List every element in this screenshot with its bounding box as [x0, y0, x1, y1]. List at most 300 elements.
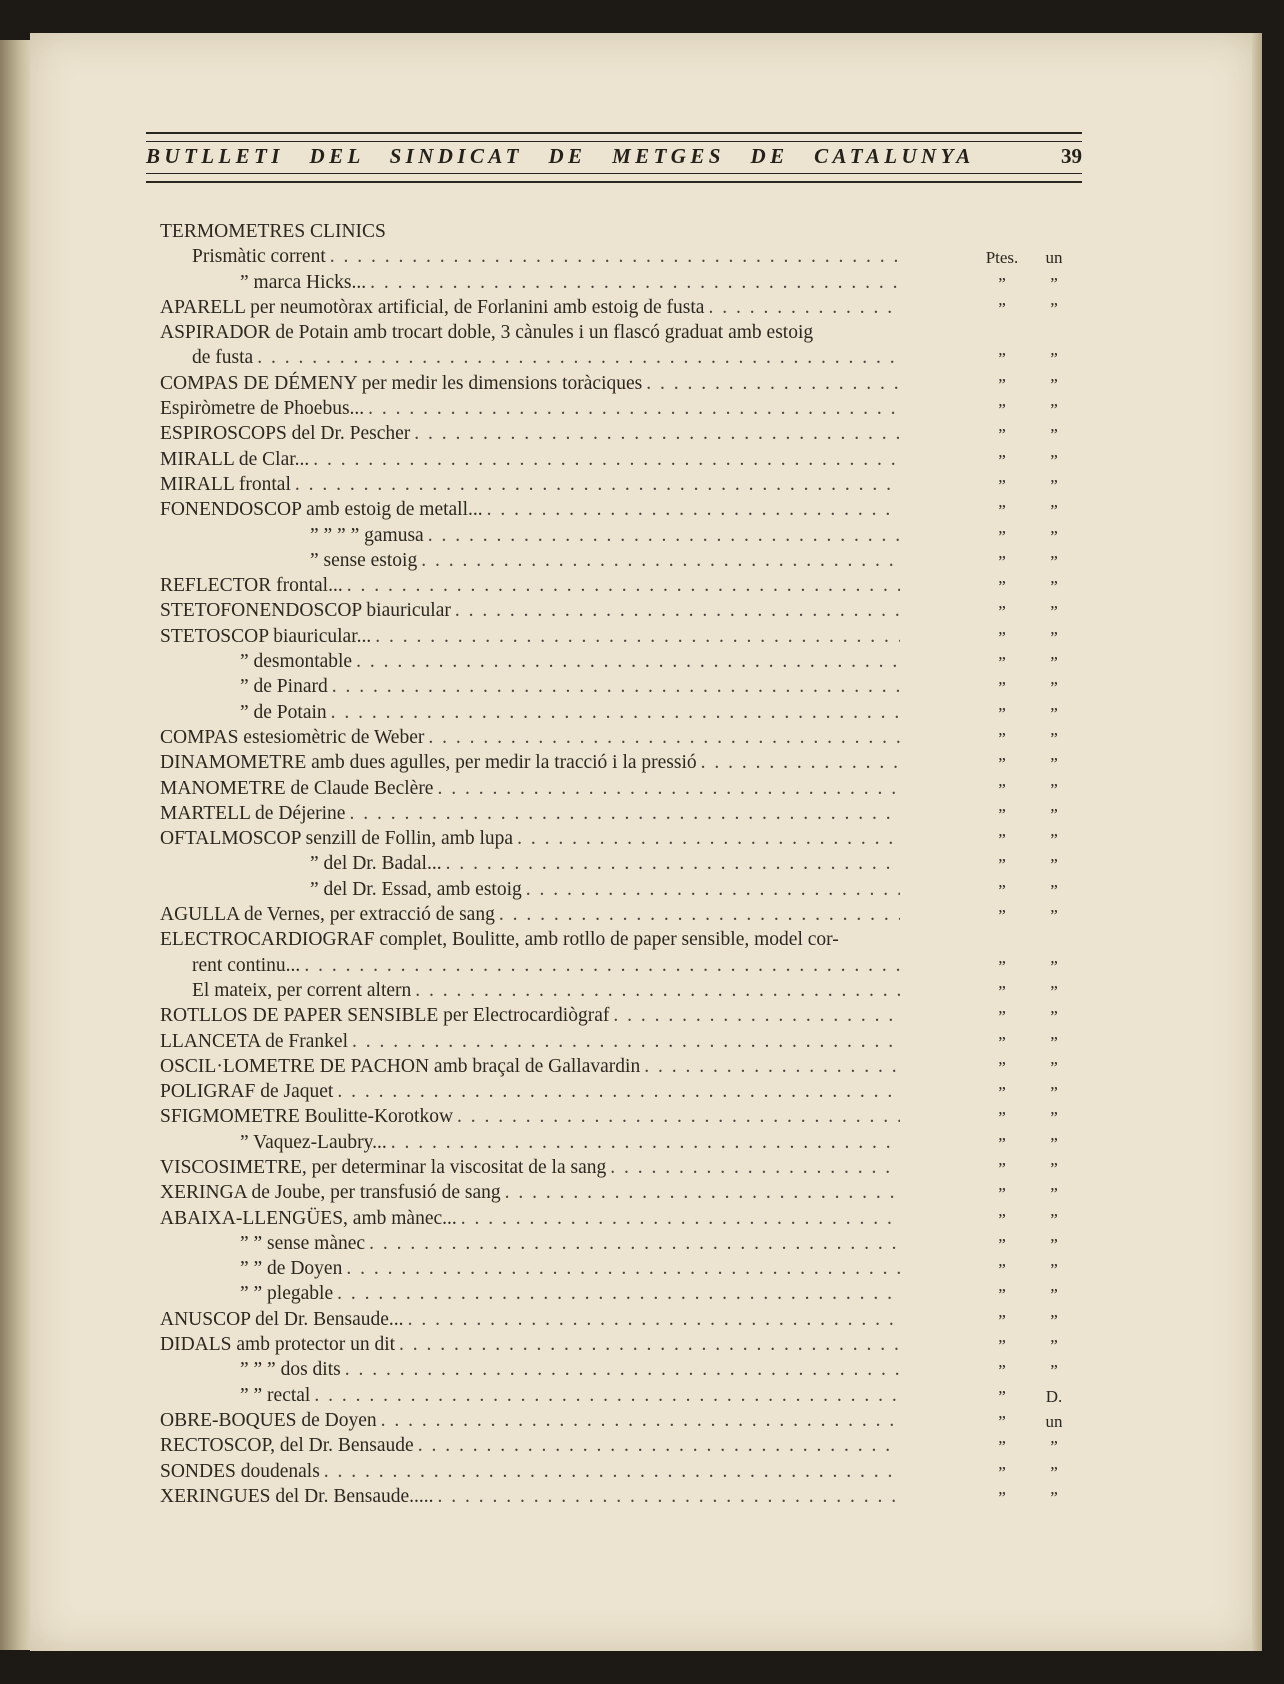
currency-cell: ”: [998, 551, 1006, 571]
price-columns: [904, 1235, 1080, 1255]
item-description: COMPAS estesiomètric de Weber: [160, 726, 425, 748]
price-columns: [904, 1463, 1080, 1483]
leader-dots: [369, 1233, 900, 1255]
item-description: REFLECTOR frontal...: [160, 575, 343, 597]
price-columns: [904, 527, 1080, 547]
leader-dots: [421, 550, 900, 572]
price-columns: [904, 1210, 1080, 1230]
unit-cell: ”: [1050, 728, 1058, 748]
price-columns: [904, 501, 1080, 521]
unit-cell: ”: [1050, 855, 1058, 875]
list-item: [160, 1483, 1080, 1508]
list-item: [160, 243, 1080, 268]
list-item: [160, 622, 1080, 647]
leader-dots: [304, 955, 900, 977]
unit-cell: ”: [1050, 754, 1058, 774]
unit-cell: ”: [1050, 425, 1058, 445]
list-item: [160, 395, 1080, 420]
unit-cell: ”: [1050, 526, 1058, 546]
price-columns: [904, 1184, 1080, 1204]
item-description: ” ” sense mànec: [240, 1232, 366, 1254]
item-description: RECTOSCOP, del Dr. Bensaude: [160, 1435, 414, 1457]
unit-cell: D.: [1045, 1386, 1063, 1406]
list-item: [160, 294, 1080, 319]
list-item: [160, 319, 1080, 344]
currency-cell: ”: [998, 1209, 1006, 1229]
leader-dots: [375, 626, 900, 648]
currency-cell: ”: [998, 653, 1006, 673]
currency-cell: ”: [998, 1133, 1006, 1153]
price-columns: [904, 451, 1080, 471]
leader-dots: [324, 1461, 900, 1483]
item-description: ” del Dr. Badal...: [310, 853, 442, 875]
currency-cell: ”: [998, 1007, 1006, 1027]
price-columns: [904, 1488, 1080, 1508]
price-columns: [904, 1311, 1080, 1331]
leader-dots: [332, 676, 900, 698]
unit-cell: ”: [1050, 273, 1058, 293]
currency-cell: ”: [998, 956, 1006, 976]
leader-dots: [314, 1385, 900, 1407]
item-description: ” ” ” dos dits: [240, 1359, 341, 1381]
currency-cell: ”: [998, 981, 1006, 1001]
currency-cell: ”: [998, 1234, 1006, 1254]
currency-cell: ”: [998, 1462, 1006, 1482]
price-columns: [904, 299, 1080, 319]
price-columns: [904, 425, 1080, 445]
price-columns: [904, 1437, 1080, 1457]
unit-cell: ”: [1050, 1336, 1058, 1356]
item-description: ABAIXA-LLENGÜES, amb mànec...: [160, 1207, 457, 1229]
item-description: ROTLLOS DE PAPER SENSIBLE per Electrocardiògraf: [160, 1005, 610, 1027]
list-item: [160, 344, 1080, 369]
list-item: [160, 1407, 1080, 1432]
price-columns: [904, 1007, 1080, 1027]
price-columns: [904, 1033, 1080, 1053]
list-item: [160, 1128, 1080, 1153]
list-item: [160, 420, 1080, 445]
currency-cell: ”: [998, 349, 1006, 369]
leader-dots: [613, 1005, 900, 1027]
header-rule-bottom: [146, 173, 1082, 183]
leader-dots: [337, 1081, 900, 1103]
header-row: [146, 142, 1082, 173]
price-columns: [904, 274, 1080, 294]
currency-cell: ”: [998, 1361, 1006, 1381]
price-listing: [160, 213, 1080, 1508]
item-description: AGULLA de Vernes, per extracció de sang: [160, 904, 495, 926]
list-item: [160, 648, 1080, 673]
currency-cell: ”: [998, 1260, 1006, 1280]
leader-dots: [646, 373, 900, 395]
item-description: ELECTROCARDIOGRAF complet, Boulitte, amb rotllo de paper sensible, model cor-: [160, 929, 839, 951]
unit-cell: ”: [1050, 1487, 1058, 1507]
price-columns: [904, 1134, 1080, 1154]
currency-cell: ”: [998, 804, 1006, 824]
item-description: FONENDOSCOP amb estoig de metall...: [160, 499, 483, 521]
currency-cell: Ptes.: [985, 248, 1019, 268]
list-item: [160, 1078, 1080, 1103]
list-item: [160, 445, 1080, 470]
price-columns: [904, 780, 1080, 800]
currency-cell: ”: [998, 602, 1006, 622]
section-title: TERMOMETRES CLINICS: [160, 221, 386, 242]
item-description: POLIGRAF de Jaquet: [160, 1081, 334, 1103]
unit-cell: ”: [1050, 1184, 1058, 1204]
price-columns: [904, 678, 1080, 698]
item-description: XERINGA de Joube, per transfusió de sang: [160, 1182, 501, 1204]
list-item: [160, 1255, 1080, 1280]
item-description: SONDES doudenals: [160, 1460, 320, 1482]
price-columns: [904, 476, 1080, 496]
item-description: ” desmontable: [240, 651, 353, 673]
leader-dots: [418, 1435, 900, 1457]
unit-cell: ”: [1050, 1361, 1058, 1381]
item-description: ” de Pinard: [240, 676, 328, 698]
page-number: 39: [1061, 144, 1082, 168]
price-columns: [904, 1285, 1080, 1305]
item-description: Espiròmetre de Phoebus...: [160, 398, 365, 420]
price-columns: [904, 830, 1080, 850]
currency-cell: ”: [998, 425, 1006, 445]
item-description: VISCOSIMETRE, per determinar la viscositat de la sang: [160, 1156, 607, 1178]
price-columns: [904, 1361, 1080, 1381]
unit-cell: ”: [1050, 1310, 1058, 1330]
currency-cell: ”: [998, 880, 1006, 900]
list-item: [160, 850, 1080, 875]
item-description: MARTELL de Déjerine: [160, 802, 346, 824]
currency-cell: ”: [998, 1285, 1006, 1305]
header-rule-top: [146, 132, 1082, 142]
list-item: [160, 800, 1080, 825]
unit-cell: ”: [1050, 1007, 1058, 1027]
list-item: [160, 572, 1080, 597]
leader-dots: [457, 1106, 900, 1128]
leader-dots: [526, 879, 900, 901]
list-item: [160, 1230, 1080, 1255]
item-description: OBRE-BOQUES de Doyen: [160, 1409, 377, 1431]
item-description: ” ” plegable: [240, 1283, 334, 1305]
unit-cell: ”: [1050, 475, 1058, 495]
list-item: [160, 1331, 1080, 1356]
currency-cell: ”: [998, 1057, 1006, 1077]
currency-cell: ”: [998, 526, 1006, 546]
list-item: [160, 1381, 1080, 1406]
list-item: [160, 1002, 1080, 1027]
unit-cell: ”: [1050, 450, 1058, 470]
list-item: [160, 875, 1080, 900]
leader-dots: [352, 1031, 900, 1053]
currency-cell: ”: [998, 1487, 1006, 1507]
price-columns: [904, 1412, 1080, 1432]
price-columns: [904, 375, 1080, 395]
price-columns: [904, 324, 1080, 344]
price-columns: [904, 881, 1080, 901]
leader-dots: [330, 246, 900, 268]
price-columns: [904, 704, 1080, 724]
currency-cell: ”: [998, 703, 1006, 723]
unit-cell: ”: [1050, 374, 1058, 394]
price-columns: [904, 957, 1080, 977]
unit-cell: ”: [1050, 1437, 1058, 1457]
list-item: [160, 1027, 1080, 1052]
price-columns: [904, 754, 1080, 774]
item-description: rent continu...: [192, 954, 301, 976]
currency-cell: ”: [998, 450, 1006, 470]
leader-dots: [610, 1157, 900, 1179]
item-description: ” marca Hicks...: [240, 271, 367, 293]
list-item: [160, 547, 1080, 572]
item-description: ” de Potain: [240, 701, 327, 723]
price-columns: [904, 729, 1080, 749]
price-columns: [904, 628, 1080, 648]
currency-cell: ”: [998, 1336, 1006, 1356]
currency-cell: ”: [998, 754, 1006, 774]
unit-cell: ”: [1050, 551, 1058, 571]
item-description: SFIGMOMETRE Boulitte-Korotkow: [160, 1106, 454, 1128]
price-columns: [904, 349, 1080, 369]
leader-dots: [505, 1182, 900, 1204]
unit-cell: ”: [1050, 906, 1058, 926]
item-description: ” Vaquez-Laubry...: [240, 1131, 387, 1153]
leader-dots: [428, 525, 900, 547]
price-columns: [904, 1083, 1080, 1103]
list-item: [160, 1103, 1080, 1128]
currency-cell: ”: [998, 501, 1006, 521]
currency-cell: ”: [998, 298, 1006, 318]
leader-dots: [349, 803, 900, 825]
price-columns: [904, 248, 1080, 268]
price-columns: [904, 552, 1080, 572]
unit-cell: ”: [1050, 830, 1058, 850]
currency-cell: ”: [998, 273, 1006, 293]
leader-dots: [346, 1258, 900, 1280]
item-description: ” ” rectal: [240, 1384, 311, 1406]
item-description: MANOMETRE de Claude Beclère: [160, 777, 434, 799]
leader-dots: [414, 423, 900, 445]
leader-dots: [517, 828, 900, 850]
leader-dots: [399, 1334, 900, 1356]
leader-dots: [356, 651, 900, 673]
unit-cell: ”: [1050, 627, 1058, 647]
leader-dots: [347, 575, 900, 597]
unit-cell: ”: [1050, 1032, 1058, 1052]
currency-cell: ”: [998, 1310, 1006, 1330]
item-description: DINAMOMETRE amb dues agulles, per medir la tracció i la pressió: [160, 752, 697, 774]
leader-dots: [415, 980, 900, 1002]
price-columns: [904, 982, 1080, 1002]
leader-dots: [331, 702, 900, 724]
leader-dots: [487, 499, 900, 521]
running-header: [146, 132, 1082, 183]
price-columns: [904, 931, 1080, 951]
leader-dots: [370, 272, 900, 294]
unit-cell: ”: [1050, 779, 1058, 799]
list-item: [160, 825, 1080, 850]
currency-cell: ”: [998, 1158, 1006, 1178]
leader-dots: [455, 600, 900, 622]
item-description: MIRALL de Clar...: [160, 448, 310, 470]
unit-cell: ”: [1050, 1057, 1058, 1077]
leader-dots: [461, 1208, 900, 1230]
item-description: MIRALL frontal: [160, 473, 291, 495]
item-description: DIDALS amb protector un dit: [160, 1334, 396, 1356]
list-item: [160, 926, 1080, 951]
list-item: [160, 1457, 1080, 1482]
binding-edge: [0, 40, 34, 1650]
currency-cell: ”: [998, 400, 1006, 420]
leader-dots: [295, 474, 900, 496]
list-item: [160, 749, 1080, 774]
leader-dots: [408, 1309, 900, 1331]
item-description: STETOFONENDOSCOP biauricular: [160, 600, 451, 622]
leader-dots: [257, 347, 900, 369]
leader-dots: [337, 1283, 900, 1305]
price-columns: [904, 1336, 1080, 1356]
list-item: [160, 698, 1080, 723]
list-item: [160, 724, 1080, 749]
price-columns: [904, 1108, 1080, 1128]
list-item: [160, 1305, 1080, 1330]
list-item: [160, 1154, 1080, 1179]
price-columns: [904, 1159, 1080, 1179]
list-item: [160, 369, 1080, 394]
unit-cell: ”: [1050, 501, 1058, 521]
list-item: [160, 977, 1080, 1002]
currency-cell: ”: [998, 1411, 1006, 1431]
unit-cell: un: [1045, 248, 1063, 268]
leader-dots: [644, 1056, 900, 1078]
leader-dots: [428, 727, 900, 749]
list-item: [160, 673, 1080, 698]
unit-cell: un: [1045, 1411, 1063, 1431]
currency-cell: ”: [998, 779, 1006, 799]
list-item: [160, 1432, 1080, 1457]
currency-cell: ”: [998, 1108, 1006, 1128]
item-description: COMPAS DE DÉMENY per medir les dimensions toràciques: [160, 372, 643, 394]
unit-cell: ”: [1050, 1462, 1058, 1482]
item-description: XERINGUES del Dr. Bensaude.....: [160, 1485, 434, 1507]
leader-dots: [345, 1359, 900, 1381]
list-item: [160, 471, 1080, 496]
list-item: [160, 1053, 1080, 1078]
currency-cell: ”: [998, 374, 1006, 394]
unit-cell: ”: [1050, 703, 1058, 723]
item-description: OSCIL·LOMETRE DE PACHON amb braçal de Gallavardin: [160, 1055, 641, 1077]
price-columns: [904, 602, 1080, 622]
leader-dots: [437, 778, 900, 800]
leader-dots: [381, 1410, 900, 1432]
item-description: El mateix, per corrent altern: [192, 979, 412, 1001]
unit-cell: ”: [1050, 678, 1058, 698]
item-description: LLANCETA de Frankel: [160, 1030, 348, 1052]
unit-cell: ”: [1050, 653, 1058, 673]
unit-cell: ”: [1050, 298, 1058, 318]
currency-cell: ”: [998, 1184, 1006, 1204]
list-item: [160, 496, 1080, 521]
currency-cell: ”: [998, 475, 1006, 495]
currency-cell: ”: [998, 678, 1006, 698]
page-edge: [1252, 33, 1262, 1651]
item-description: Prismàtic corrent: [192, 246, 326, 268]
unit-cell: ”: [1050, 602, 1058, 622]
leader-dots: [446, 853, 900, 875]
currency-cell: ”: [998, 1386, 1006, 1406]
list-item: [160, 1356, 1080, 1381]
currency-cell: ”: [998, 1083, 1006, 1103]
leader-dots: [499, 904, 900, 926]
price-columns: [904, 400, 1080, 420]
currency-cell: ”: [998, 627, 1006, 647]
leader-dots: [701, 752, 900, 774]
unit-cell: ”: [1050, 981, 1058, 1001]
currency-cell: ”: [998, 906, 1006, 926]
unit-cell: ”: [1050, 400, 1058, 420]
list-item: [160, 521, 1080, 546]
item-description: ANUSCOP del Dr. Bensaude...: [160, 1308, 404, 1330]
list-item: [160, 268, 1080, 293]
item-description: ” ” de Doyen: [240, 1258, 343, 1280]
leader-dots: [368, 398, 900, 420]
price-columns: [904, 855, 1080, 875]
unit-cell: ”: [1050, 1285, 1058, 1305]
unit-cell: ”: [1050, 349, 1058, 369]
item-description: OFTALMOSCOP senzill de Follin, amb lupa: [160, 828, 514, 850]
unit-cell: ”: [1050, 1133, 1058, 1153]
unit-cell: ”: [1050, 1260, 1058, 1280]
price-columns: [904, 577, 1080, 597]
running-title: BUTLLETI DEL SINDICAT DE METGES DE CATALUNYA: [146, 144, 975, 168]
item-description: de fusta: [192, 347, 254, 369]
price-columns: [904, 1387, 1080, 1407]
unit-cell: ”: [1050, 577, 1058, 597]
list-item: [160, 1280, 1080, 1305]
price-columns: [904, 1260, 1080, 1280]
currency-cell: ”: [998, 577, 1006, 597]
leader-dots: [438, 1486, 900, 1508]
item-description: APARELL per neumotòrax artificial, de Forlanini amb estoig de fusta: [160, 296, 705, 318]
list-item: [160, 774, 1080, 799]
list-item: [160, 901, 1080, 926]
section-title-row: [160, 213, 1080, 243]
currency-cell: ”: [998, 830, 1006, 850]
unit-cell: ”: [1050, 880, 1058, 900]
item-description: ” del Dr. Essad, amb estoig: [310, 878, 522, 900]
unit-cell: ”: [1050, 1108, 1058, 1128]
list-item: [160, 597, 1080, 622]
leader-dots: [708, 297, 900, 319]
leader-dots: [391, 1132, 900, 1154]
currency-cell: ”: [998, 855, 1006, 875]
list-item: [160, 951, 1080, 976]
price-columns: [904, 805, 1080, 825]
unit-cell: ”: [1050, 1209, 1058, 1229]
item-description: ASPIRADOR de Potain amb trocart doble, 3 cànules i un flascó graduat amb estoig: [160, 322, 814, 344]
unit-cell: ”: [1050, 956, 1058, 976]
list-item: [160, 1179, 1080, 1204]
currency-cell: ”: [998, 728, 1006, 748]
item-description: STETOSCOP biauricular...: [160, 625, 372, 647]
item-description: ” sense estoig: [310, 549, 418, 571]
currency-cell: ”: [998, 1437, 1006, 1457]
list-item: [160, 1204, 1080, 1229]
unit-cell: ”: [1050, 1158, 1058, 1178]
unit-cell: ”: [1050, 804, 1058, 824]
item-description: ” ” ” ” gamusa: [310, 524, 424, 546]
leader-dots: [313, 449, 900, 471]
price-columns: [904, 653, 1080, 673]
unit-cell: ”: [1050, 1234, 1058, 1254]
